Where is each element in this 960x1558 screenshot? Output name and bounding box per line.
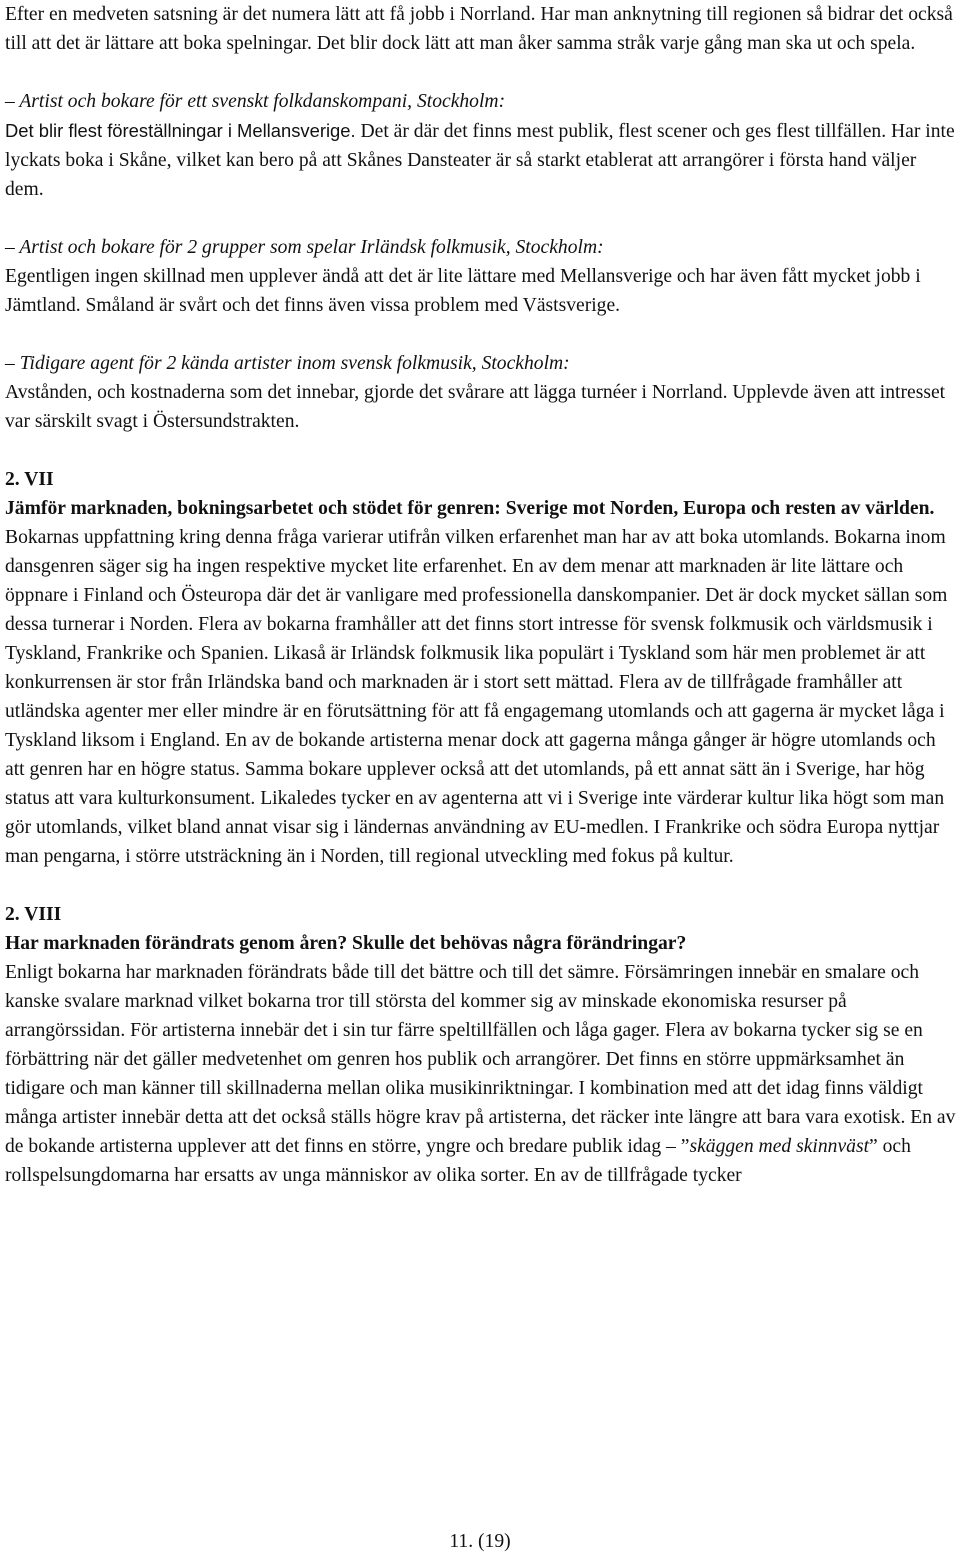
quote-block-2 (5, 233, 957, 320)
section-title: Jämför marknaden, bokningsarbetet och stödet för genren: Sverige mot Norden, Europa och resten av världen. (5, 498, 935, 519)
section-number: 2. VII (5, 469, 54, 490)
section-number: 2. VIII (5, 904, 62, 925)
body-text: ” och rollspelsungdomarna har ersatts av unga människor av olika sorter. En av de tillfrågade tycker (5, 1136, 911, 1186)
page-number: 11. (19) (449, 1531, 511, 1552)
quote-text: Egentligen ingen skillnad men upplever ändå att det är lite lättare med Mellansverige och har även fått mycket jobb i Jämtland. Småland är svårt och det finns även vissa problem med Västsverige. (5, 266, 921, 316)
quote-source: – Artist och bokare för ett svenskt folkdanskompani, Stockholm: (5, 91, 506, 112)
body-text: Enligt bokarna har marknaden förändrats både till det bättre och till det sämre. Försämringen innebär en smalare och kanske svalare marknad vilket bokarna tror till största del kommer sig av minskade ekonomiska resurser på arrangörssidan. För artisterna innebär det i sin tur färre speltillfällen och låga gager. Flera av bokarna tycker sig se en förbättring när det gäller medvetenhet om genren hos publik och arrangörer. Det finns en större uppmärksamhet än tidigare och man känner till skillnaderna mellan olika musikinriktningar. I kombination med att det idag finns väldigt många artister innebär detta att det också ställs högre krav på artisterna, det räcker inte längre att bara vara exotisk. En av de bokande artisterna upplever att det finns en större, yngre och bredare publik idag – ” (5, 962, 956, 1157)
quote-block-3 (5, 349, 957, 436)
quote-block-1 (5, 87, 957, 204)
quote-text: Det är där det finns mest publik, flest scener och ges flest tillfällen. Har inte lyckats boka i Skåne, vilket kan bero på att Skånes Dansteater är så starkt etablerat att arrangörer i första hand väljer dem. (5, 121, 955, 200)
quote-text: Avstånden, och kostnaderna som det innebar, gjorde det svårare att lägga turnéer i Norrland. Upplevde även att intresset var särskilt svagt i Östersundstrakten. (5, 382, 946, 432)
quote-source: – Artist och bokare för 2 grupper som spelar Irländsk folkmusik, Stockholm: (5, 237, 604, 258)
quote-source: – Tidigare agent för 2 kända artister inom svensk folkmusik, Stockholm: (5, 353, 570, 374)
intro-paragraph: Efter en medveten satsning är det numera lätt att få jobb i Norrland. Har man anknytning till regionen så bidrar det också till att det är lättare att boka spelningar. Det blir dock lätt att man åker samma stråk varje gång man ska ut och spela. (5, 4, 953, 54)
italic-quote: skäggen med skinnväst (689, 1136, 870, 1157)
section-body (5, 958, 957, 1190)
quote-text-lead: Det blir flest föreställningar i Mellansverige. (5, 120, 356, 141)
section-title: Har marknaden förändrats genom åren? Skulle det behövas några förändringar? (5, 933, 687, 954)
document-page (5, 0, 957, 1190)
section-body: Bokarnas uppfattning kring denna fråga varierar utifrån vilken erfarenhet man har av att boka utomlands. Bokarna inom dansgenren säger sig ha ingen respektive mycket lite erfarenhet. En av dem menar att marknaden är lite lättare och öppnare i Finland och Östeuropa där det är vanligare med professionella danskompanier. Det är dock mycket sällan som dessa turnerar i Norden. Flera av bokarna framhåller att det finns stort intresse för svensk folkmusik och världsmusik i Tyskland, Frankrike och Spanien. Likaså är Irländsk folkmusik lika populärt i Tyskland som här men problemet är att konkurrensen är stor från Irländska band och marknaden är i stort sett mättad. Flera av de tillfrågade framhåller att utländska agenter mer eller mindre är en förutsättning för att få engagemang utomlands och att gagerna är mycket låga i Tyskland liksom i England. En av de bokande artisterna menar dock att gagerna många gånger är högre utomlands och att genren har en högre status. Samma bokare upplever också att det utomlands, på ett annat sätt än i Sverige, har hög status att vara kulturkonsument. Likaledes tycker en av agenterna att vi i Sverige inte värderar kultur lika högt som man gör utomlands, vilket bland annat visar sig i ländernas användning av EU-medlen. I Frankrike och södra Europa nyttjar man pengarna, i större utsträckning än i Norden, till regional utveckling med fokus på kultur. (5, 527, 948, 867)
